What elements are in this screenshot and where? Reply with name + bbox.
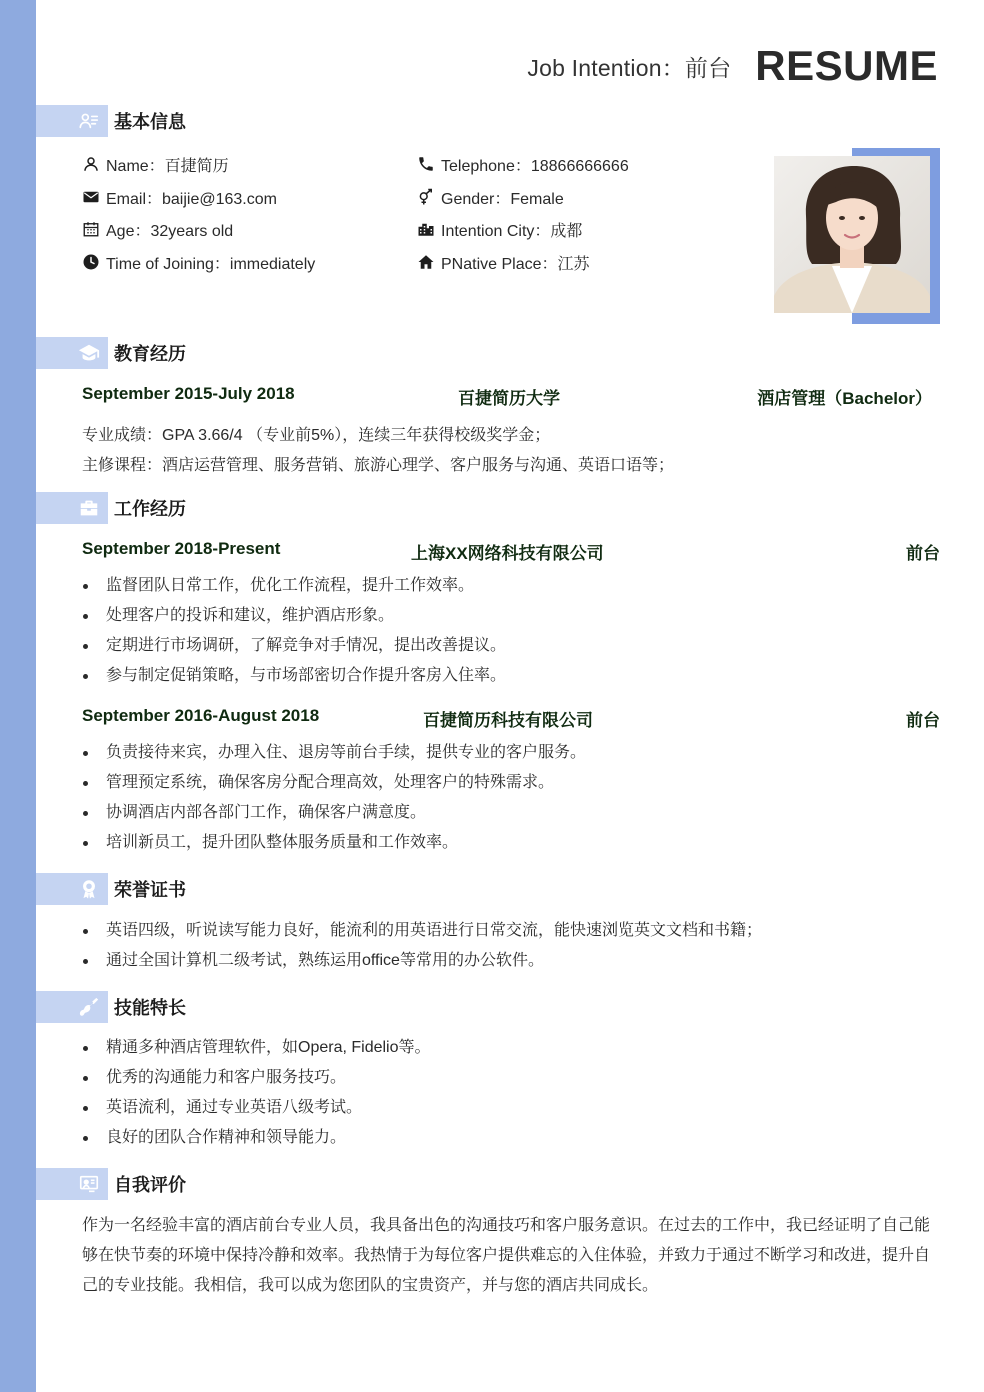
list-item: 参与制定促销策略，与市场部密切合作提升客房入住率。 (82, 661, 506, 691)
envelope-icon (82, 188, 100, 206)
graduation-cap-icon (78, 342, 100, 364)
job-company: 上海XX网络科技有限公司 (411, 544, 604, 563)
section-honors (36, 873, 186, 905)
section-basic-info (36, 105, 186, 137)
job-duties-list (82, 571, 506, 691)
list-item: 管理预定系统，确保客房分配合理高效，处理客户的特殊需求。 (82, 768, 586, 798)
profile-photo (774, 156, 930, 313)
skills-list (82, 1033, 431, 1153)
briefcase-icon (78, 497, 100, 519)
info-city: Intention City：成都 (417, 218, 582, 240)
guitar-icon (78, 996, 100, 1018)
info-email: Email：baijie@163.com (82, 186, 277, 208)
job-row (82, 539, 940, 563)
info-telephone: Telephone：18866666666 (417, 153, 629, 175)
education-school: 百捷简历大学 (458, 389, 560, 408)
list-item: 优秀的沟通能力和客户服务技巧。 (82, 1063, 431, 1093)
clock-icon (82, 253, 100, 271)
gender-icon (417, 188, 435, 206)
job-row (82, 706, 940, 730)
list-item: 处理客户的投诉和建议，维护酒店形象。 (82, 601, 506, 631)
honors-list (82, 916, 762, 976)
home-icon (417, 253, 435, 271)
resume-header (527, 40, 938, 92)
job-company: 百捷简历科技有限公司 (423, 711, 593, 730)
self-evaluation-text: 作为一名经验丰富的酒店前台专业人员，我具备出色的沟通技巧和客户服务意识。在过去的工作中，我已经证明了自己能够在快节奏的环境中保持冷静和效率。我热情于为每位客户提供难忘的入住体验，并致力于通过不断学习和改进，提升自己的专业技能。我相信，我可以成为您团队的宝贵资产，并与您的酒店共同成长。 (82, 1217, 931, 1294)
calendar-icon (82, 220, 100, 238)
id-card-icon (78, 110, 100, 132)
phone-icon (417, 155, 435, 173)
section-self-evaluation (36, 1168, 186, 1200)
job-role: 前台 (906, 711, 940, 730)
section-title: 荣誉证书 (114, 880, 186, 900)
info-joining: Time of Joining：immediately (82, 251, 315, 273)
list-item: 协调酒店内部各部门工作，确保客户满意度。 (82, 798, 586, 828)
list-item: 通过全国计算机二级考试，熟练运用office等常用的办公软件。 (82, 946, 762, 976)
section-title: 自我评价 (114, 1175, 186, 1195)
section-title: 工作经历 (114, 499, 186, 519)
city-icon (417, 220, 435, 238)
resume-title: RESUME (755, 42, 938, 89)
list-item: 精通多种酒店管理软件，如Opera, Fidelio等。 (82, 1033, 431, 1063)
education-period: September 2015-July 2018 (82, 384, 295, 403)
education-score: 专业成绩：GPA 3.66/4 （专业前5%），连续三年获得校级奖学金； (82, 427, 551, 444)
education-major: 酒店管理（Bachelor） (757, 389, 932, 408)
list-item: 良好的团队合作精神和领导能力。 (82, 1123, 431, 1153)
job-duties-list (82, 738, 586, 858)
award-icon (78, 878, 100, 900)
list-item: 英语四级，听说读写能力良好，能流利的用英语进行日常交流，能快速浏览英文文档和书籍； (82, 916, 762, 946)
presentation-icon (78, 1173, 100, 1195)
info-age: Age：32years old (82, 218, 233, 240)
list-item: 英语流利，通过专业英语八级考试。 (82, 1093, 431, 1123)
left-accent-bar (0, 0, 36, 1392)
education-courses: 主修课程：酒店运营管理、服务营销、旅游心理学、客户服务与沟通、英语口语等； (82, 457, 675, 474)
education-row (82, 384, 940, 408)
job-period: September 2016-August 2018 (82, 706, 320, 725)
section-work (36, 492, 186, 524)
info-gender: Gender：Female (417, 186, 564, 208)
list-item: 定期进行市场调研，了解竞争对手情况，提出改善提议。 (82, 631, 506, 661)
user-icon (82, 155, 100, 173)
section-title: 基本信息 (114, 112, 186, 132)
section-skills (36, 991, 186, 1023)
info-native-place: PNative Place：江苏 (417, 251, 590, 273)
list-item: 负责接待来宾，办理入住、退房等前台手续，提供专业的客户服务。 (82, 738, 586, 768)
list-item: 监督团队日常工作，优化工作流程，提升工作效率。 (82, 571, 506, 601)
section-education (36, 337, 186, 369)
list-item: 培训新员工，提升团队整体服务质量和工作效率。 (82, 828, 586, 858)
job-intention: Job Intention：前台 (527, 54, 732, 81)
section-title: 技能特长 (114, 998, 186, 1018)
section-title: 教育经历 (114, 344, 186, 364)
job-role: 前台 (906, 544, 940, 563)
profile-photo-frame (772, 148, 940, 324)
job-period: September 2018-Present (82, 539, 281, 558)
info-name: Name：百捷简历 (82, 153, 229, 175)
